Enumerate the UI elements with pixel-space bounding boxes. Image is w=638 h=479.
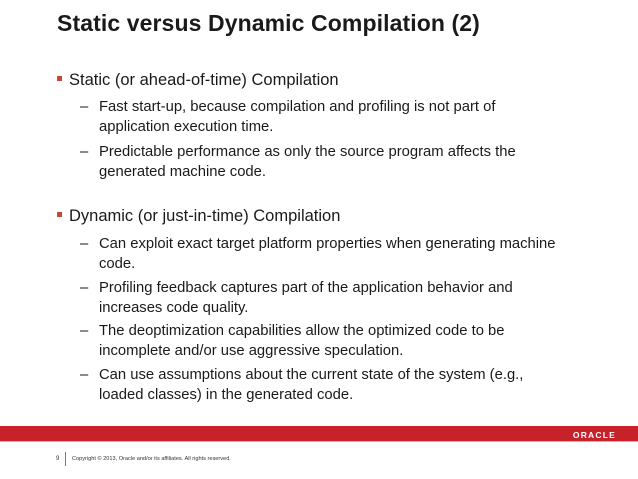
bullet-square-icon (57, 212, 62, 217)
list-item-text: The deoptimization capabilities allow the optimized code to be incomplete and/or use aggressive speculation. (99, 323, 505, 359)
list-item (80, 321, 560, 361)
list-item-text: Profiling feedback captures part of the application behavior and increases code quality. (99, 280, 513, 316)
list-item-text: Fast start-up, because compilation and profiling is not part of application execution time. (99, 99, 496, 135)
footer-divider (0, 441, 638, 442)
list-item-text: Predictable performance as only the source program affects the generated machine code. (99, 144, 516, 180)
list-item (80, 142, 560, 182)
list-item-text: Can use assumptions about the current state of the system (e.g., loaded classes) in the generated code. (99, 367, 524, 403)
dash-icon: – (80, 280, 89, 296)
section-heading-static (57, 70, 339, 91)
copyright-text: Copyright © 2013, Oracle and/or its affiliates. All rights reserved. (72, 456, 231, 462)
dash-icon: – (80, 323, 89, 339)
list-item (80, 365, 560, 405)
bullet-square-icon (57, 76, 62, 81)
footer-band (0, 426, 638, 441)
page-number: 9 (56, 456, 60, 462)
section-heading-dynamic (57, 206, 340, 227)
dash-icon: – (80, 367, 89, 383)
footer-separator (65, 452, 66, 466)
dash-icon: – (80, 99, 89, 115)
dash-icon: – (80, 144, 89, 160)
section-heading-text: Dynamic (or just-in-time) Compilation (69, 207, 341, 225)
oracle-logo: ORACLE (572, 430, 616, 440)
dash-icon: – (80, 236, 89, 252)
list-item (80, 97, 560, 137)
list-item (80, 278, 560, 318)
section-heading-text: Static (or ahead-of-time) Compilation (69, 71, 339, 89)
list-item (80, 234, 560, 274)
list-item-text: Can exploit exact target platform properties when generating machine code. (99, 236, 556, 272)
slide-title: Static versus Dynamic Compilation (2) (57, 10, 480, 36)
